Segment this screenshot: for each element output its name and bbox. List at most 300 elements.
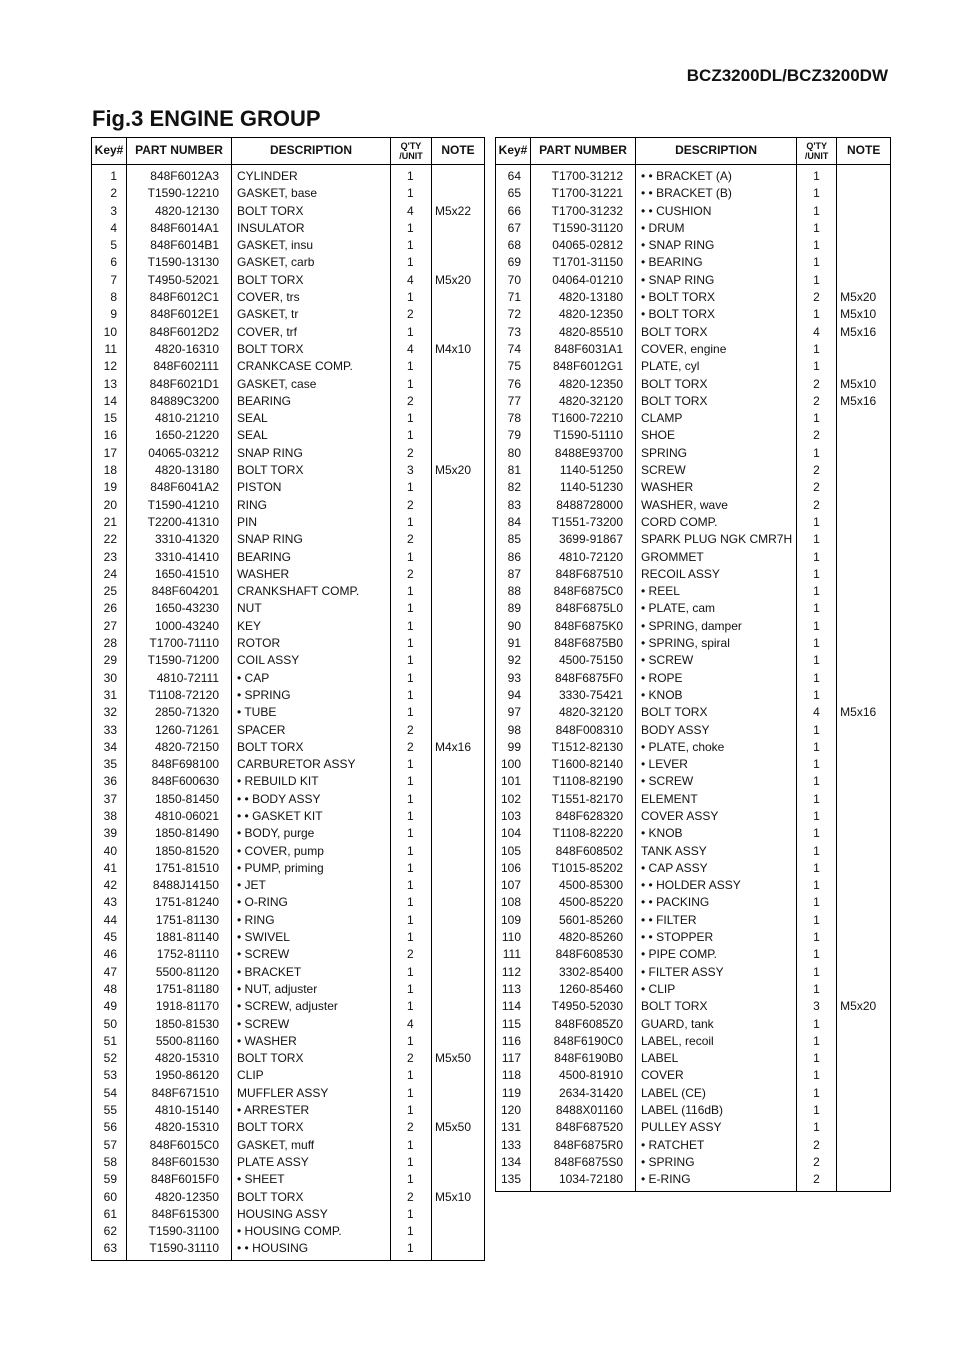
note-cell [432,773,485,790]
description-cell: • WASHER [232,1033,391,1050]
description-cell: COIL ASSY [232,652,391,669]
part-number-cell: 4820-15310 [127,1050,232,1067]
key-cell: 64 [496,165,531,186]
qty-cell: 1 [797,860,837,877]
qty-cell: 1 [391,583,432,600]
part-number-cell: 04065-03212 [127,445,232,462]
description-cell: BOLT TORX [636,324,797,341]
part-number-cell: 848F6012D2 [127,324,232,341]
note-cell [432,825,485,842]
qty-cell: 1 [797,618,837,635]
part-number-cell: T4950-52030 [531,998,636,1015]
part-number-cell: 1950-86120 [127,1067,232,1084]
qty-cell: 1 [391,791,432,808]
qty-cell: 1 [797,254,837,271]
qty-cell: 2 [797,462,837,479]
key-cell: 43 [92,894,127,911]
table-row [92,497,485,514]
part-number-cell: 1918-81170 [127,998,232,1015]
part-number-cell: 848F6031A1 [531,341,636,358]
table-row [92,203,485,220]
key-cell: 14 [92,393,127,410]
description-cell: • CLIP [636,981,797,998]
description-cell: • SCREW [636,652,797,669]
part-number-cell: 3330-75421 [531,687,636,704]
description-cell: BOLT TORX [232,341,391,358]
description-cell: CLAMP [636,410,797,427]
table-row [92,998,485,1015]
note-cell [837,358,891,375]
key-column-header: Key# [496,138,531,165]
part-number-cell: 1752-81110 [127,946,232,963]
note-cell [432,566,485,583]
part-number-cell: 848F6085Z0 [531,1016,636,1033]
part-number-cell: 4820-15310 [127,1119,232,1136]
key-cell: 114 [496,998,531,1015]
key-cell: 112 [496,964,531,981]
qty-cell: 1 [391,618,432,635]
qty-cell: 1 [391,964,432,981]
key-cell: 60 [92,1189,127,1206]
part-number-cell: 84889C3200 [127,393,232,410]
note-cell [837,583,891,600]
key-cell: 34 [92,739,127,756]
note-column-header: NOTE [432,138,485,165]
key-cell: 68 [496,237,531,254]
table-row [92,479,485,496]
qty-cell: 1 [797,203,837,220]
note-cell [837,722,891,739]
note-cell [432,324,485,341]
part-number-cell: 1850-81450 [127,791,232,808]
table-row [496,479,891,496]
table-row [496,825,891,842]
table-row [496,462,891,479]
qty-cell: 4 [797,704,837,721]
table-row [92,1206,485,1223]
description-cell: • • CUSHION [636,203,797,220]
key-cell: 77 [496,393,531,410]
note-cell [432,497,485,514]
description-cell: • SNAP RING [636,272,797,289]
qty-cell: 1 [797,531,837,548]
description-cell: CLIP [232,1067,391,1084]
parts-table-body [496,165,891,1192]
part-number-cell: 1751-81130 [127,912,232,929]
note-cell: M5x16 [837,704,891,721]
description-cell: COVER, trf [232,324,391,341]
key-cell: 86 [496,549,531,566]
part-number-cell: 8488E93700 [531,445,636,462]
note-cell [837,497,891,514]
qty-cell: 1 [391,376,432,393]
table-row [92,1171,485,1188]
table-row [496,341,891,358]
qty-cell: 1 [797,566,837,583]
note-cell: M4x10 [432,341,485,358]
note-cell [837,652,891,669]
key-cell: 131 [496,1119,531,1136]
key-cell: 97 [496,704,531,721]
note-cell [837,1050,891,1067]
description-cell: PIN [232,514,391,531]
table-row [496,583,891,600]
key-cell: 61 [92,1206,127,1223]
description-cell: • • HOLDER ASSY [636,877,797,894]
table-row [92,618,485,635]
qty-cell [797,1189,837,1192]
description-cell: CRANKSHAFT COMP. [232,583,391,600]
table-row [496,376,891,393]
description-cell: • • FILTER [636,912,797,929]
part-number-cell: 8488J14150 [127,877,232,894]
description-cell: • SCREW, adjuster [232,998,391,1015]
key-cell: 18 [92,462,127,479]
note-cell [837,165,891,186]
qty-cell: 1 [391,220,432,237]
qty-cell: 1 [391,165,432,186]
part-number-cell [531,1189,636,1192]
note-cell [432,635,485,652]
key-cell: 98 [496,722,531,739]
key-cell: 65 [496,185,531,202]
key-cell: 3 [92,203,127,220]
table-row [496,1067,891,1084]
description-cell: • COVER, pump [232,843,391,860]
qty-cell: 1 [391,514,432,531]
qty-cell: 1 [391,1223,432,1240]
part-number-cell: 4810-72111 [127,670,232,687]
qty-cell: 1 [391,289,432,306]
description-cell: BEARING [232,393,391,410]
qty-cell: 1 [391,670,432,687]
key-cell: 73 [496,324,531,341]
note-cell [837,981,891,998]
description-cell: LABEL (CE) [636,1085,797,1102]
qty-cell: 1 [391,773,432,790]
description-cell: PISTON [232,479,391,496]
part-number-cell: 848F6012E1 [127,306,232,323]
table-row [496,808,891,825]
note-cell [432,704,485,721]
part-number-cell: 848F6012C1 [127,289,232,306]
qty-cell: 1 [391,877,432,894]
qty-cell: 2 [797,1137,837,1154]
part-number-cell: T1590-71200 [127,652,232,669]
table-row [92,410,485,427]
qty-cell: 1 [391,998,432,1015]
table-row [496,254,891,271]
qty-cell: 1 [391,894,432,911]
qty-cell: 1 [391,1206,432,1223]
part-number-cell: 4820-12350 [127,1189,232,1206]
table-row [92,825,485,842]
description-cell: BOLT TORX [636,376,797,393]
qty-cell: 1 [391,704,432,721]
qty-cell: 1 [391,981,432,998]
key-cell: 76 [496,376,531,393]
key-cell: 31 [92,687,127,704]
qty-cell: 1 [797,600,837,617]
key-cell: 6 [92,254,127,271]
qty-cell: 1 [797,808,837,825]
key-cell: 46 [92,946,127,963]
note-cell: M5x22 [432,203,485,220]
table-row [92,445,485,462]
key-cell: 53 [92,1067,127,1084]
qty-cell: 1 [797,843,837,860]
table-row [496,739,891,756]
key-cell: 78 [496,410,531,427]
note-cell [432,410,485,427]
table-row [92,237,485,254]
description-cell: BOLT TORX [232,1050,391,1067]
description-column-header: DESCRIPTION [636,138,797,165]
table-row [496,670,891,687]
qty-cell: 1 [797,964,837,981]
part-number-cell: 8488728000 [531,497,636,514]
description-cell: GASKET, insu [232,237,391,254]
key-cell: 103 [496,808,531,825]
part-number-cell: 5500-81120 [127,964,232,981]
key-cell: 9 [92,306,127,323]
part-number-cell: T1700-31221 [531,185,636,202]
part-number-cell: 848F628320 [531,808,636,825]
description-cell: GROMMET [636,549,797,566]
key-cell: 17 [92,445,127,462]
note-cell [432,376,485,393]
part-number-cell: 4820-16310 [127,341,232,358]
table-row [92,549,485,566]
note-cell [432,1085,485,1102]
key-cell: 101 [496,773,531,790]
table-row [92,220,485,237]
qty-cell: 1 [797,306,837,323]
description-cell: INSULATOR [232,220,391,237]
qty-cell: 2 [391,946,432,963]
qty-cell: 1 [391,860,432,877]
note-cell [432,254,485,271]
table-row [92,358,485,375]
qty-cell: 2 [391,306,432,323]
qty-header-line2: /UNIT [804,151,829,161]
table-row [496,566,891,583]
description-cell: • SHEET [232,1171,391,1188]
part-number-cell: 848F602111 [127,358,232,375]
description-cell: • ARRESTER [232,1102,391,1119]
key-cell: 2 [92,185,127,202]
note-cell [837,1067,891,1084]
note-cell [432,1016,485,1033]
part-number-cell: 848F6012A3 [127,165,232,186]
part-number-cell: 848F608502 [531,843,636,860]
key-cell: 30 [92,670,127,687]
description-cell: GASKET, muff [232,1137,391,1154]
key-cell: 47 [92,964,127,981]
note-cell [837,445,891,462]
note-cell [432,306,485,323]
part-number-cell: 848F608530 [531,946,636,963]
description-cell: BOLT TORX [636,393,797,410]
part-number-cell: T1551-82170 [531,791,636,808]
note-cell [432,791,485,808]
note-cell [837,479,891,496]
key-cell: 28 [92,635,127,652]
qty-cell: 1 [391,756,432,773]
note-cell [837,514,891,531]
note-cell: M5x20 [432,462,485,479]
description-cell: • KNOB [636,825,797,842]
key-cell: 56 [92,1119,127,1136]
table-row [496,687,891,704]
table-row [92,1102,485,1119]
qty-cell: 1 [797,445,837,462]
key-cell: 74 [496,341,531,358]
qty-cell: 2 [797,1154,837,1171]
part-number-cell: T1108-82220 [531,825,636,842]
table-row [92,462,485,479]
qty-cell: 1 [797,1016,837,1033]
description-cell: ROTOR [232,635,391,652]
part-number-cell: 848F6190C0 [531,1033,636,1050]
note-cell [432,756,485,773]
qty-cell: 1 [391,687,432,704]
description-cell: COVER [636,1067,797,1084]
description-cell: • SCREW [232,1016,391,1033]
table-row [92,912,485,929]
description-cell: SPACER [232,722,391,739]
note-cell [837,1189,891,1192]
table-row [496,843,891,860]
description-column-header: DESCRIPTION [232,138,391,165]
table-row [92,341,485,358]
qty-cell: 1 [797,165,837,186]
description-cell: CARBURETOR ASSY [232,756,391,773]
note-cell [837,618,891,635]
table-row [92,808,485,825]
table-row [496,531,891,548]
key-cell: 105 [496,843,531,860]
table-header-row [496,138,891,165]
note-cell [432,1033,485,1050]
note-cell [432,722,485,739]
table-row [92,1067,485,1084]
table-row [496,894,891,911]
qty-cell: 2 [391,1189,432,1206]
qty-cell: 1 [391,1154,432,1171]
description-cell: • • BRACKET (A) [636,165,797,186]
table-row [92,1189,485,1206]
description-cell: BOLT TORX [232,739,391,756]
key-cell: 71 [496,289,531,306]
note-cell [837,946,891,963]
part-number-cell: 1650-43230 [127,600,232,617]
qty-cell: 1 [797,825,837,842]
qty-cell: 1 [391,254,432,271]
key-cell: 11 [92,341,127,358]
table-row [496,1016,891,1033]
part-number-cell: T1551-73200 [531,514,636,531]
qty-cell: 1 [797,670,837,687]
part-number-cell: 848F615300 [127,1206,232,1223]
qty-cell: 1 [391,358,432,375]
table-row [496,791,891,808]
note-cell [837,808,891,825]
key-cell: 110 [496,929,531,946]
table-row [496,912,891,929]
qty-cell: 1 [391,1240,432,1260]
qty-cell: 1 [797,1102,837,1119]
part-number-column-header: PART NUMBER [127,138,232,165]
table-row [496,237,891,254]
note-cell [837,1033,891,1050]
part-number-cell: 2634-31420 [531,1085,636,1102]
key-cell: 50 [92,1016,127,1033]
key-cell: 49 [92,998,127,1015]
note-cell: M5x16 [837,324,891,341]
key-cell: 57 [92,1137,127,1154]
description-cell: SHOE [636,427,797,444]
qty-cell: 2 [391,497,432,514]
note-cell [837,894,891,911]
key-cell: 69 [496,254,531,271]
description-cell: SNAP RING [232,445,391,462]
description-cell: • LEVER [636,756,797,773]
description-cell: GASKET, case [232,376,391,393]
note-cell [837,773,891,790]
part-number-cell: 1850-81520 [127,843,232,860]
key-cell: 8 [92,289,127,306]
key-cell: 22 [92,531,127,548]
part-number-cell: 1881-81140 [127,929,232,946]
note-cell [837,929,891,946]
description-cell: HOUSING ASSY [232,1206,391,1223]
description-cell: LABEL (116dB) [636,1102,797,1119]
part-number-cell: 848F601530 [127,1154,232,1171]
key-cell: 88 [496,583,531,600]
qty-cell: 1 [797,1067,837,1084]
description-cell: • • HOUSING [232,1240,391,1260]
table-row [496,1154,891,1171]
part-number-cell: 848F687520 [531,1119,636,1136]
key-cell: 45 [92,929,127,946]
description-cell: GUARD, tank [636,1016,797,1033]
table-row [92,773,485,790]
part-number-cell: T1590-31110 [127,1240,232,1260]
note-cell [432,843,485,860]
description-cell: RING [232,497,391,514]
key-cell: 116 [496,1033,531,1050]
note-cell [432,220,485,237]
part-number-cell: 1850-81490 [127,825,232,842]
description-cell: • BEARING [636,254,797,271]
key-cell: 55 [92,1102,127,1119]
description-cell: • NUT, adjuster [232,981,391,998]
part-number-cell: 4810-72120 [531,549,636,566]
note-cell [432,964,485,981]
part-number-cell: 1751-81240 [127,894,232,911]
qty-cell: 1 [797,185,837,202]
key-cell: 32 [92,704,127,721]
key-cell: 33 [92,722,127,739]
qty-cell: 1 [797,1119,837,1136]
note-cell [837,756,891,773]
qty-cell: 2 [391,393,432,410]
description-cell: SEAL [232,410,391,427]
description-cell: • BODY, purge [232,825,391,842]
part-number-cell: 4810-21210 [127,410,232,427]
qty-cell: 2 [797,289,837,306]
